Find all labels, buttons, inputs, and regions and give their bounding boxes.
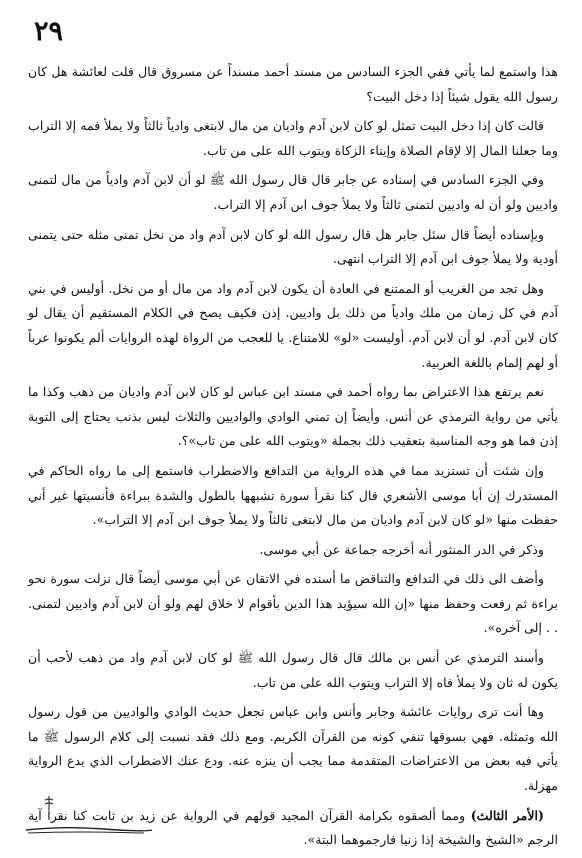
paragraph: وهل تجد من الغريب أو الممتنع في العادة أن يكون لابن آدم واد من مال أو من نخل. أوليس في بني آدم في كل زمان من ملك وادياً من ذلك بل واديين. إذن فكيف يصح في الكلام المستقيم أن يقال لو كان لابن آدم. لو أن لابن آدم. أوليست «لو» للامتناع. يا للعجب من الرواة لهذه الروايات ألم يكونوا عرباً أو لهم إلمام باللغة العربية. [28,280,558,370]
section-heading: (الأمر الثالث) [470,807,544,823]
paragraph: وإن شئت أن تستزيد مما في هذه الرواية من التدافع والاضطراب فاستمع إلى ما رواه الحاكم في المستدرك إن أبا موسى الأشعري قال كنا نقرأ سورة تشبهها بالطول والشدة ببراءة فأنسيتها غير أني حفظت منها «لو كان لابن آدم واديان من مال لابتغى ثالثاً ولا يملأ جوف ابن آدم إلا التراب». [28,462,558,528]
bottom-flourish-icon [24,822,154,836]
paragraph: وفي الجزء السادس في إسناده عن جابر قال قال رسول الله ﷺ لو أن لابن آدم وادياً من مال لتمنى واديين ولو أن له واديين لتمنى ثالثاً ولا يملأ جوف ابن آدم إلا التراب. [28,172,558,212]
paragraph: وبإسناده أيضاً قال سئل جابر هل قال رسول الله لو كان لابن آدم واد من نخل تمنى مثله حتى يتمنى أودية ولا يملأ جوف ابن آدم إلا التراب انتهى. [28,226,558,267]
paragraph: نعم يرتفع هذا الاعتراض بما رواه أحمد في مسند ابن عباس لو كان لابن آدم واديان من ذهب وكذا ما يأتي من رواية الترمذي عن أنس. وأيضاً إن تمني الوادي والواديين والثلاث ليس بذنب يحتاج إلى التوبة إذن فما هو وجه المناسبة بتعقيب ذلك بجملة «ويتوب الله على من تاب»؟. [28,384,558,449]
decorative-mark-icon [43,795,55,809]
paragraph: وأضف الى ذلك في التدافع والتناقض ما أسنده في الاتقان عن أبي موسى أيضاً قال نزلت سورة نحو براءة ثم رفعت وحفظ منها «إن الله سيؤيد هذا الدين بأقوام لا خلاق لهم ولو أن لابن آدم واديين لتمنى. . . إلى آخره». [28,571,558,636]
page-number: ٢٩ [34,16,64,47]
body-text [28,60,558,858]
paragraph-text: ومما ألصقوه بكرامة القرآن المجيد قولهم في الرواية عن زيد بن ثابت كنا نقرأ آية الرجم «الشيخ والشيخة إذا زنيا فارجموهما البتة». [28,807,558,848]
paragraph: وذكر في الدر المنثور أنه أخرجه جماعة عن أبي موسى. [259,541,544,557]
paragraph: وها أنت ترى روايات عائشة وجابر وأنس وابن عباس تجعل حديث الوادي والواديين من قول رسول الله وتمثله. فهي بسوقها تنفي كونه من القرآن الكريم. ومع ذلك فقد نسبت إلى كلام الرسول ﷺ ما يأتي فيه بعض من الاعتراضات المتقدمة مما يجب أن ينزه عنه. ودع عنك الاضطراب الذي يدع الرواية مهزلة. [28,704,558,794]
paragraph: هذا واستمع لما يأتي ففي الجزء السادس من مسند أحمد مسنداً عن مسروق قال قلت لعائشة هل كان رسول الله يقول شيئاً إذا دخل البيت؟ [28,64,558,104]
paragraph: وأسند الترمذي عن أنس بن مالك قال قال رسول الله ﷺ لو كان لابن آدم واد من ذهب لأحب أن يكون له ثان ولا يملأ فاه إلا التراب ويتوب الله على من تاب. [28,650,558,690]
paragraph: قالت كان إذا دخل البيت تمثل لو كان لابن آدم واديان من مال لابتغى وادياً ثالثاً ولا يملأ فمه إلا التراب وما جعلنا المال إلا لإقام الصلاة وإيتاء الزكاة ويتوب الله على من تاب. [28,118,558,158]
